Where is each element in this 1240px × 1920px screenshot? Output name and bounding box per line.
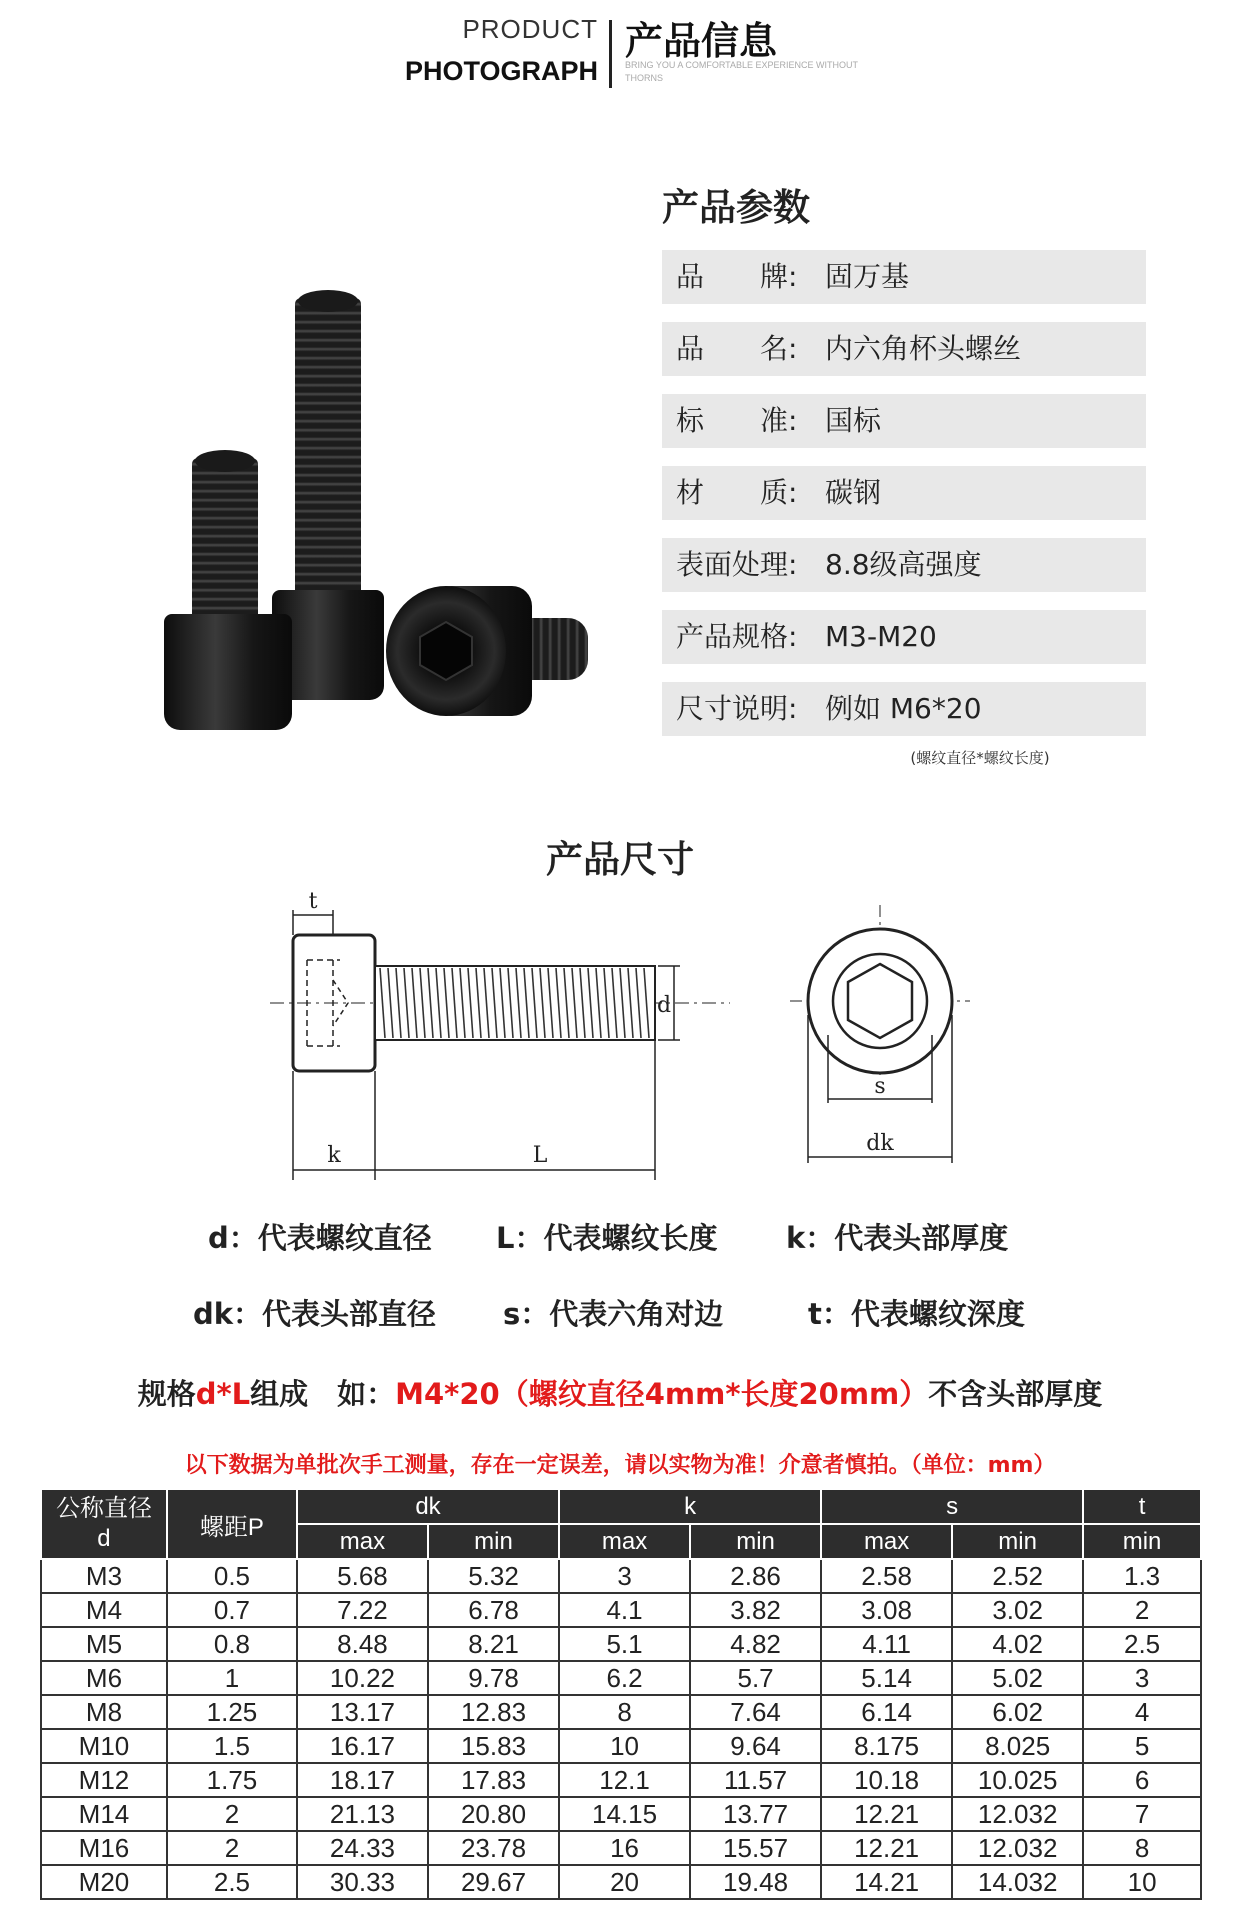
header-k: k: [559, 1489, 821, 1524]
legend-d: d：代表螺纹直径: [208, 1221, 432, 1255]
table-cell: M4: [41, 1593, 167, 1627]
label-L: L: [532, 1143, 548, 1168]
table-cell: 3.08: [821, 1593, 952, 1627]
label-s: s: [874, 1074, 886, 1099]
table-cell: 0.5: [167, 1559, 297, 1593]
table-cell: 6: [1083, 1763, 1201, 1797]
table-row: [41, 1729, 1201, 1763]
table-cell: 12.21: [821, 1831, 952, 1865]
table-row: [41, 1865, 1201, 1899]
screw-end-diagram: [790, 905, 970, 1175]
product-photo: [150, 280, 610, 750]
legend-t: t：代表螺纹深度: [808, 1297, 1025, 1331]
table-cell: 24.33: [297, 1831, 428, 1865]
header-k-min: min: [690, 1524, 821, 1559]
header-dk-min: min: [428, 1524, 559, 1559]
param-row-standard: [662, 394, 1146, 448]
header-t: t: [1083, 1489, 1201, 1524]
table-cell: M5: [41, 1627, 167, 1661]
table-cell: 1.25: [167, 1695, 297, 1729]
table-cell: M10: [41, 1729, 167, 1763]
spec-prefix2: 组成 如：: [250, 1377, 396, 1411]
table-cell: 3.82: [690, 1593, 821, 1627]
table-cell: 14.15: [559, 1797, 690, 1831]
header-t-min: min: [1083, 1524, 1201, 1559]
header-tagline: BRING YOU A COMFORTABLE EXPERIENCE WITHOUT THORNS: [625, 60, 858, 83]
table-cell: 16: [559, 1831, 690, 1865]
param-key: 产品规格:: [676, 620, 798, 653]
table-cell: 17.83: [428, 1763, 559, 1797]
table-cell: 10: [559, 1729, 690, 1763]
table-cell: 1: [167, 1661, 297, 1695]
table-cell: 16.17: [297, 1729, 428, 1763]
label-d: d: [656, 993, 672, 1018]
table-cell: 14.21: [821, 1865, 952, 1899]
table-cell: 6.78: [428, 1593, 559, 1627]
table-cell: 7.64: [690, 1695, 821, 1729]
param-key: 品 牌:: [676, 260, 798, 293]
label-t: t: [308, 890, 318, 914]
table-cell: M20: [41, 1865, 167, 1899]
table-row: [41, 1559, 1201, 1593]
table-cell: 2.5: [167, 1865, 297, 1899]
header-s: s: [821, 1489, 1083, 1524]
table-cell: 3: [1083, 1661, 1201, 1695]
table-cell: 8.175: [821, 1729, 952, 1763]
header-divider: [609, 20, 612, 88]
table-cell: M16: [41, 1831, 167, 1865]
table-cell: 4.11: [821, 1627, 952, 1661]
table-cell: 12.83: [428, 1695, 559, 1729]
table-cell: 13.17: [297, 1695, 428, 1729]
table-cell: 1.75: [167, 1763, 297, 1797]
table-cell: M14: [41, 1797, 167, 1831]
table-row: [41, 1593, 1201, 1627]
table-cell: 15.57: [690, 1831, 821, 1865]
param-key: 表面处理:: [676, 548, 798, 581]
spec-red1: d*L: [195, 1377, 251, 1411]
table-row: [41, 1763, 1201, 1797]
table-cell: 21.13: [297, 1797, 428, 1831]
table-cell: 6.2: [559, 1661, 690, 1695]
table-cell: 9.78: [428, 1661, 559, 1695]
param-row-brand: [662, 250, 1146, 304]
param-key: 尺寸说明:: [676, 692, 798, 725]
table-cell: 5.1: [559, 1627, 690, 1661]
param-key: 品 名:: [676, 332, 798, 365]
table-cell: 10: [1083, 1865, 1201, 1899]
param-value: 碳钢: [825, 476, 882, 509]
param-value: 内六角杯头螺丝: [825, 332, 1022, 365]
table-cell: 5.14: [821, 1661, 952, 1695]
table-cell: 8.48: [297, 1627, 428, 1661]
header-s-max: max: [821, 1524, 952, 1559]
table-cell: 3.02: [952, 1593, 1083, 1627]
param-row-name: [662, 322, 1146, 376]
table-cell: 20: [559, 1865, 690, 1899]
table-cell: 4: [1083, 1695, 1201, 1729]
param-value: 固万基: [825, 260, 910, 293]
param-row-size: [662, 682, 1146, 736]
table-cell: 14.032: [952, 1865, 1083, 1899]
spec-composition: [0, 1372, 1240, 1413]
table-cell: 5.32: [428, 1559, 559, 1593]
table-cell: 0.7: [167, 1593, 297, 1627]
param-row-surface: [662, 538, 1146, 592]
table-cell: M8: [41, 1695, 167, 1729]
table-cell: 10.025: [952, 1763, 1083, 1797]
table-row: [41, 1831, 1201, 1865]
table-cell: 5.68: [297, 1559, 428, 1593]
short-screw-thread: [192, 458, 258, 618]
hex-socket-icon: [418, 620, 474, 682]
table-cell: 15.83: [428, 1729, 559, 1763]
param-row-material: [662, 466, 1146, 520]
table-cell: 23.78: [428, 1831, 559, 1865]
table-cell: 7.22: [297, 1593, 428, 1627]
param-value: 8.8级高强度: [825, 548, 982, 581]
table-row: [41, 1661, 1201, 1695]
header-en-line1: PRODUCT: [462, 14, 598, 44]
header-nominal-diameter: [41, 1489, 167, 1559]
header-nominal-line2: d: [97, 1525, 111, 1552]
table-cell: 20.80: [428, 1797, 559, 1831]
table-cell: 8.025: [952, 1729, 1083, 1763]
dimensions-title: 产品尺寸: [546, 838, 694, 881]
table-cell: 12.1: [559, 1763, 690, 1797]
table-cell: 5.02: [952, 1661, 1083, 1695]
table-cell: 11.57: [690, 1763, 821, 1797]
table-cell: 29.67: [428, 1865, 559, 1899]
param-value: 例如 M6*20: [825, 692, 982, 725]
table-cell: 30.33: [297, 1865, 428, 1899]
table-cell: 8: [559, 1695, 690, 1729]
short-screw-top: [195, 450, 255, 472]
header-pitch: 螺距P: [167, 1489, 297, 1559]
param-key: 材 质:: [676, 476, 798, 509]
table-row: [41, 1627, 1201, 1661]
header-k-max: max: [559, 1524, 690, 1559]
table-cell: 12.032: [952, 1797, 1083, 1831]
table-cell: M3: [41, 1559, 167, 1593]
table-cell: 13.77: [690, 1797, 821, 1831]
table-cell: 9.64: [690, 1729, 821, 1763]
table-cell: 0.8: [167, 1627, 297, 1661]
table-row: [41, 1695, 1201, 1729]
table-cell: 4.82: [690, 1627, 821, 1661]
legend-k: k：代表头部厚度: [786, 1221, 1009, 1255]
table-cell: 19.48: [690, 1865, 821, 1899]
measurement-warning: 以下数据为单批次手工测量，存在一定误差，请以实物为准！介意者慎拍。（单位：mm）: [184, 1453, 1056, 1478]
param-key: 标 准:: [676, 404, 798, 437]
table-cell: 2.52: [952, 1559, 1083, 1593]
spec-example: M4*20（螺纹直径4mm*长度20mm）: [395, 1377, 929, 1411]
table-cell: 6.14: [821, 1695, 952, 1729]
label-dk: dk: [866, 1131, 894, 1156]
table-cell: 1.5: [167, 1729, 297, 1763]
table-cell: 1.3: [1083, 1559, 1201, 1593]
table-cell: 5: [1083, 1729, 1201, 1763]
table-cell: 3: [559, 1559, 690, 1593]
spec-prefix1: 规格: [137, 1377, 196, 1411]
legend-L: L：代表螺纹长度: [496, 1221, 718, 1255]
table-cell: 8.21: [428, 1627, 559, 1661]
table-cell: 2: [167, 1831, 297, 1865]
tall-screw-thread: [295, 298, 361, 598]
table-cell: M12: [41, 1763, 167, 1797]
screw-side-diagram: [260, 890, 750, 1190]
table-cell: 4.1: [559, 1593, 690, 1627]
spec-suffix: 不含头部厚度: [928, 1377, 1103, 1411]
legend-s: s：代表六角对边: [503, 1297, 724, 1331]
table-cell: 10.22: [297, 1661, 428, 1695]
header-cn-title: 产品信息: [625, 19, 778, 63]
params-title: 产品参数: [662, 186, 810, 229]
table-cell: 6.02: [952, 1695, 1083, 1729]
short-screw-head: [164, 614, 292, 730]
header-dk-max: max: [297, 1524, 428, 1559]
table-cell: 2.5: [1083, 1627, 1201, 1661]
table-cell: 8: [1083, 1831, 1201, 1865]
table-cell: 2.86: [690, 1559, 821, 1593]
header-dk: dk: [297, 1489, 559, 1524]
table-cell: M6: [41, 1661, 167, 1695]
size-note: (螺纹直径*螺纹长度): [910, 749, 1050, 767]
tall-screw-top: [298, 290, 358, 312]
header-s-min: min: [952, 1524, 1083, 1559]
header-en-line2: PHOTOGRAPH: [404, 56, 598, 86]
legend-dk: dk：代表头部直径: [193, 1297, 437, 1331]
table-cell: 2: [1083, 1593, 1201, 1627]
param-value: M3-M20: [825, 620, 937, 653]
header-nominal-line1: 公称直径: [55, 1495, 152, 1522]
table-cell: 12.032: [952, 1831, 1083, 1865]
table-cell: 2.58: [821, 1559, 952, 1593]
table-cell: 4.02: [952, 1627, 1083, 1661]
table-row: [41, 1797, 1201, 1831]
table-cell: 10.18: [821, 1763, 952, 1797]
table-cell: 18.17: [297, 1763, 428, 1797]
spec-table: [40, 1488, 1202, 1900]
table-cell: 5.7: [690, 1661, 821, 1695]
label-k: k: [327, 1143, 341, 1168]
table-cell: 12.21: [821, 1797, 952, 1831]
table-cell: 7: [1083, 1797, 1201, 1831]
param-row-spec: [662, 610, 1146, 664]
table-cell: 2: [167, 1797, 297, 1831]
param-value: 国标: [825, 404, 882, 437]
